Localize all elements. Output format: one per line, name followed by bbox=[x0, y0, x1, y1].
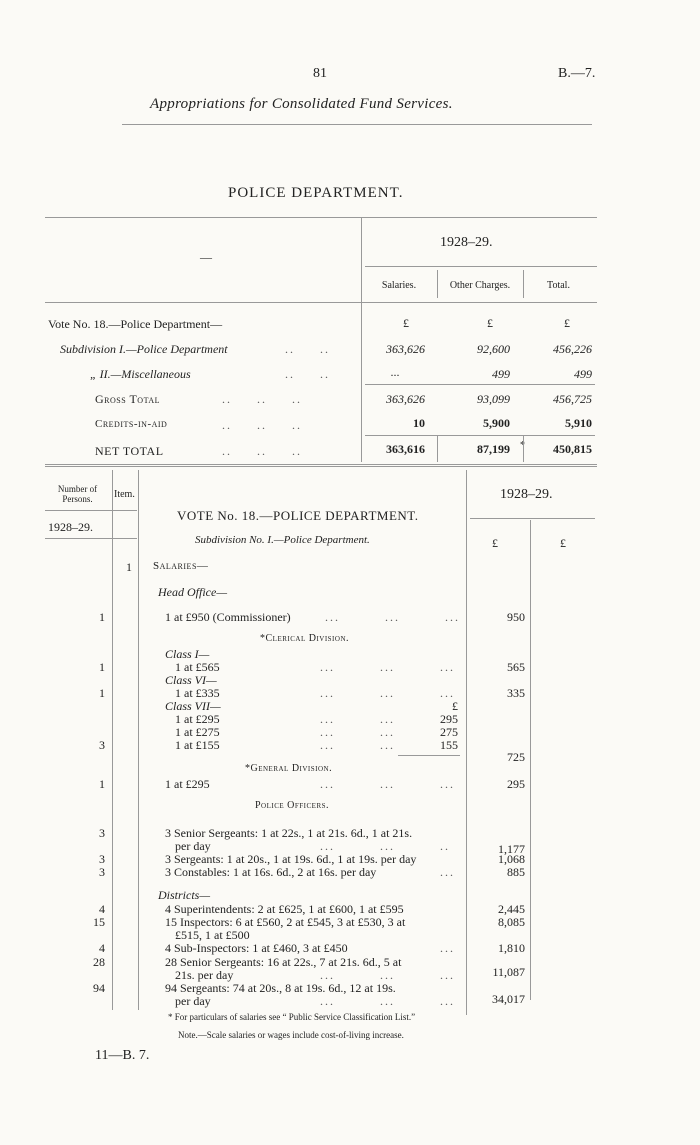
col-item: Item. bbox=[114, 489, 135, 500]
department-title: POLICE DEPARTMENT. bbox=[228, 185, 404, 201]
police-officers-heading: Police Officers. bbox=[255, 800, 330, 811]
running-title: Appropriations for Consolidated Fund Services. bbox=[150, 96, 453, 112]
summary-dash: — bbox=[200, 250, 212, 264]
gross-total-label: Gross Total bbox=[95, 392, 160, 406]
row-label: Subdivision I.—Police Department bbox=[60, 342, 228, 356]
asterisk-mark: * bbox=[520, 440, 525, 451]
cell-other: 92,600 bbox=[477, 342, 510, 356]
footnote-asterisk: * For particulars of salaries see “ Public Service Classification List.” bbox=[168, 1012, 416, 1022]
vote-label: Vote No. 18.—Police Department— bbox=[48, 317, 223, 331]
header-divider bbox=[122, 124, 592, 125]
page-number: 81 bbox=[313, 66, 327, 81]
vote-title: VOTE No. 18.—POLICE DEPARTMENT. bbox=[177, 508, 419, 523]
persons-year: 1928–29. bbox=[48, 520, 93, 534]
salaries-heading: Salaries— bbox=[153, 560, 209, 572]
document-code: B.—7. bbox=[558, 66, 596, 81]
net-total-label: NET TOTAL bbox=[95, 444, 164, 458]
cell-total: 499 bbox=[574, 367, 592, 381]
districts-heading: Districts— bbox=[158, 888, 211, 902]
cell-salaries: ... bbox=[390, 365, 400, 379]
credits-label: Credits-in-aid bbox=[95, 418, 168, 430]
col-total: Total. bbox=[547, 280, 570, 291]
subdivision-title: Subdivision No. I.—Police Department. bbox=[195, 534, 370, 546]
footer-code: 11—B. 7. bbox=[95, 1048, 150, 1063]
cell-total: 456,226 bbox=[553, 342, 592, 356]
footnote-note: Note.—Scale salaries or wages include cost-of-living increase. bbox=[178, 1030, 404, 1040]
cell-salaries: 363,626 bbox=[386, 342, 425, 356]
cell-other: 499 bbox=[492, 367, 510, 381]
row-label: „ II.—Miscellaneous bbox=[90, 367, 191, 381]
general-division-heading: *General Division. bbox=[245, 763, 333, 774]
detail-year: 1928–29. bbox=[500, 487, 553, 502]
col-number-of-persons: Number of Persons. bbox=[57, 484, 98, 504]
summary-year: 1928–29. bbox=[440, 235, 493, 250]
item-number: 1 bbox=[126, 560, 132, 574]
head-office-heading: Head Office— bbox=[158, 585, 227, 599]
clerical-division-heading: *Clerical Division. bbox=[260, 633, 349, 644]
col-other-charges: Other Charges. bbox=[449, 280, 511, 291]
col-salaries: Salaries. bbox=[381, 280, 417, 291]
